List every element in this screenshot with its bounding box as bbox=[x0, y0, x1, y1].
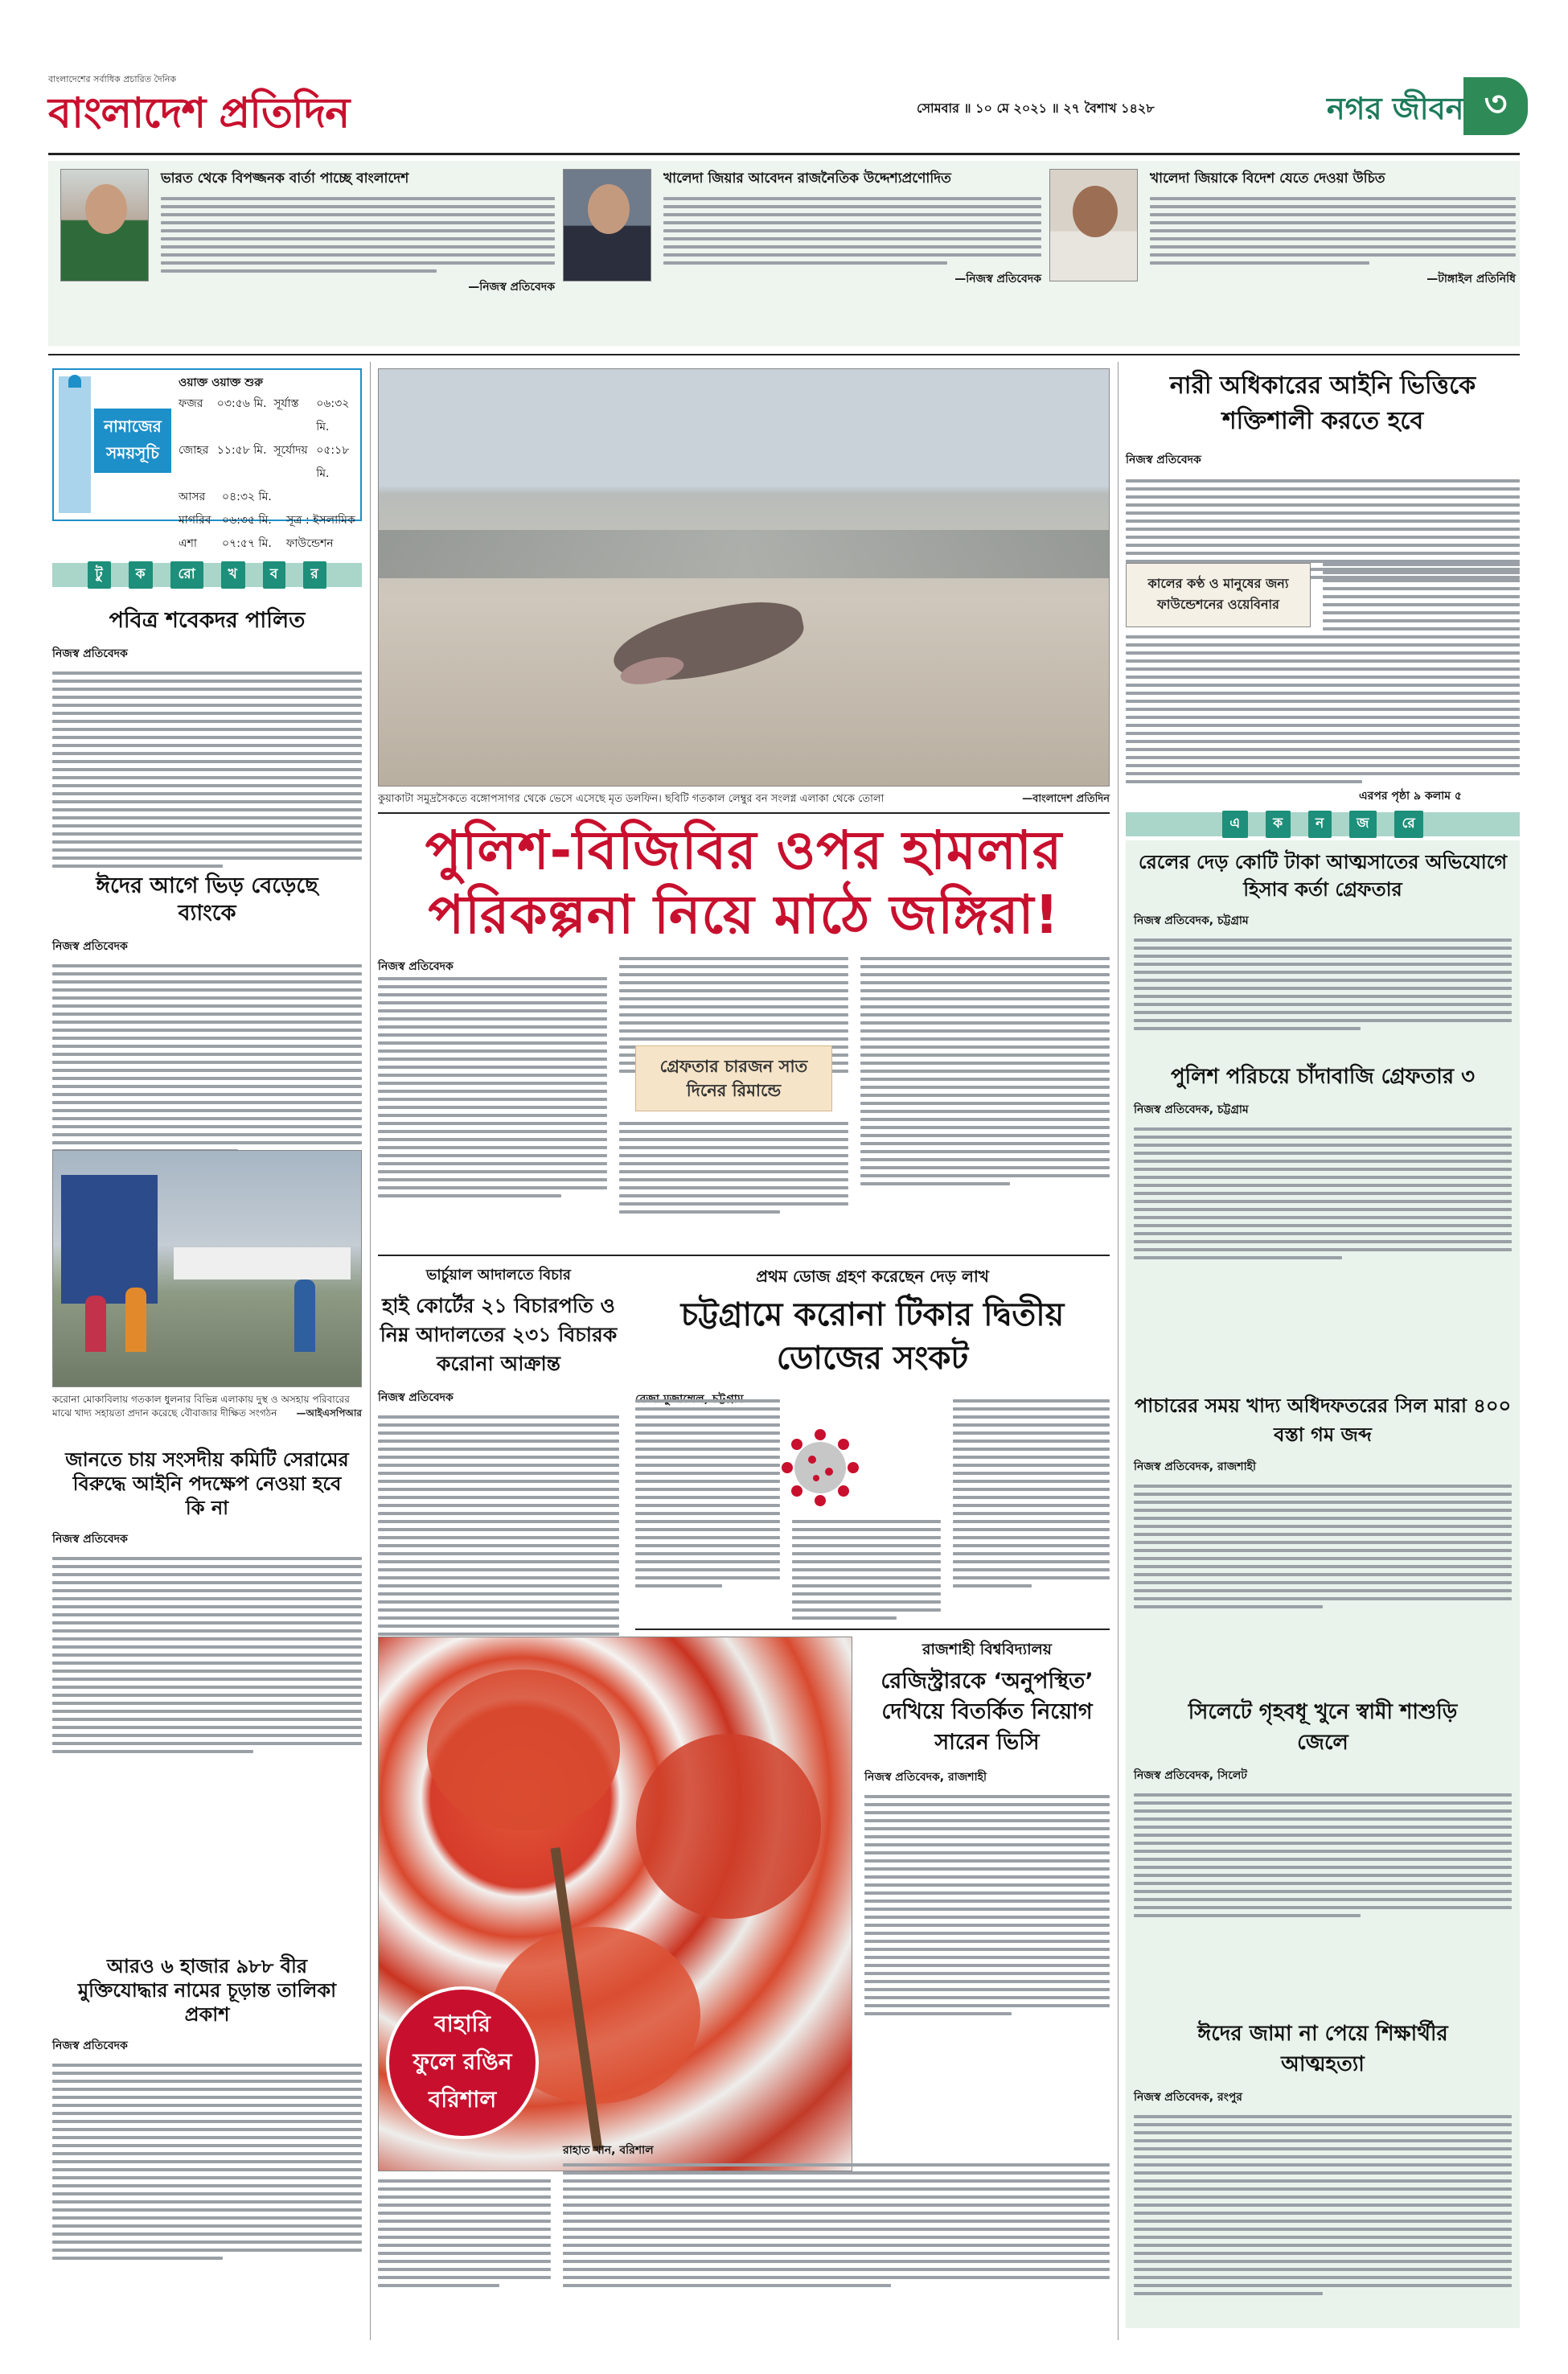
top-story-photo-2 bbox=[563, 169, 651, 281]
judges-headline: হাই কোর্টের ২১ বিচারপতি ও নিম্ন আদালতের ২৩১ বিচারক করোনা আক্রান্ত bbox=[380, 1293, 618, 1375]
lead-body-col2b bbox=[619, 1122, 848, 1214]
vaccine-kicker: প্রথম ডোজ গ্রহণ করেছেন দেড় লাখ bbox=[756, 1267, 989, 1286]
prayer-times-box bbox=[52, 368, 362, 550]
relief-distribution-photo bbox=[52, 1150, 362, 1387]
brief-2-byline: নিজস্ব প্রতিবেদক bbox=[52, 939, 128, 953]
tukro-khobor-strip: টু ক রো খ ব র bbox=[52, 563, 362, 587]
prayer-title-line1: নামাজের bbox=[104, 417, 162, 436]
top-story-1-byline: —নিজস্ব প্রতিবেদক bbox=[468, 281, 555, 294]
lead-pullquote-text: গ্রেফতার চারজন সাত দিনের রিমান্ডে bbox=[659, 1057, 808, 1100]
left-column-divider bbox=[370, 362, 371, 2340]
ekonojore-item-1-byline: নিজস্ব প্রতিবেদক, চট্টগ্রাম bbox=[1134, 914, 1249, 927]
masthead bbox=[48, 32, 1520, 153]
dolphin-photo-credit: —বাংলাদেশ প্রতিদিন bbox=[1022, 793, 1110, 805]
ekonojore-item-3 bbox=[1134, 1391, 1512, 1608]
brief-3-headline: জানতে চায় সংসদীয় কমিটি সেরামের বিরুদ্ধে আইনি পদক্ষেপ নেওয়া হবে কি না bbox=[65, 1448, 349, 1519]
lead-byline: নিজস্ব প্রতিবেদক bbox=[378, 960, 454, 973]
top-story-photo-1 bbox=[60, 169, 149, 281]
ekonojore-item-3-byline: নিজস্ব প্রতিবেদক, রাজশাহী bbox=[1134, 1460, 1256, 1473]
right-column-divider bbox=[1118, 362, 1119, 2340]
section-name: নগর জীবন bbox=[1327, 91, 1464, 126]
brief-3-byline: নিজস্ব প্রতিবেদক bbox=[52, 1533, 128, 1546]
prayer-title bbox=[94, 409, 171, 473]
top-story-2-byline: —নিজস্ব প্রতিবেদক bbox=[954, 273, 1041, 286]
vaccine-body-col2 bbox=[792, 1399, 941, 1620]
vaccine-bottom-rule bbox=[635, 1629, 1110, 1630]
dolphin-photo bbox=[378, 368, 1110, 787]
ekonojore-item-2-byline: নিজস্ব প্রতিবেদক, চট্টগ্রাম bbox=[1134, 1103, 1249, 1116]
brief-4-headline: আরও ৬ হাজার ৯৮৮ বীর মুক্তিযোদ্ধার নামের চূড়ান্ত তালিকা প্রকাশ bbox=[77, 1955, 337, 2026]
ekonojore-item-4-headline: সিলেটে গৃহবধূ খুনে স্বামী শাশুড়ি জেলে bbox=[1188, 1700, 1458, 1755]
brief-2 bbox=[52, 873, 362, 1152]
top-stories-rule bbox=[48, 354, 1520, 355]
brief-2-headline: ঈদের আগে ভিড় বেড়েছে ব্যাংকে bbox=[96, 873, 318, 926]
ekonojore-item-4 bbox=[1134, 1697, 1512, 1917]
lead-headline: পুলিশ-বিজিবির ওপর হামলার পরিকল্পনা নিয়ে মাঠে জঙ্গিরা! bbox=[425, 819, 1063, 946]
vaccine-body-col3 bbox=[953, 1399, 1110, 1587]
relief-photo-caption: করোনা মোকাবিলায় গতকাল ধুলনার বিভিন্ন এলাকায় দুস্থ ও অসহায় পরিবারের মাঝে খাদ্য সহায়তা প্রদান করেছে বৌবাজার দীক্ষিত সংগঠন —আইএসপিআর bbox=[52, 1394, 362, 1419]
ekonojore-item-5 bbox=[1134, 2019, 1512, 2295]
prayer-row: আসর ০৪:৩২ মি. bbox=[179, 491, 272, 503]
brief-1 bbox=[52, 607, 362, 868]
relief-photo-credit: —আইএসপিআর bbox=[296, 1407, 362, 1419]
flower-body bbox=[563, 2163, 1110, 2287]
rajshahi-kicker: রাজশাহী বিশ্ববিদ্যালয় bbox=[922, 1641, 1052, 1658]
page-number-badge bbox=[1463, 77, 1528, 135]
top-story-2 bbox=[663, 170, 1041, 289]
vaccine-headline: চট্টগ্রামে করোনা টিকার দ্বিতীয় ডোজের সংকট bbox=[680, 1296, 1065, 1377]
women-body-bottom bbox=[1126, 635, 1520, 783]
flower-badge-line3: বরিশাল bbox=[428, 2085, 497, 2113]
women-rights-story bbox=[1126, 368, 1520, 579]
prayer-row: ফজর ০৩:৫৬ মি. সূর্যাস্ত ০৬:৩২ মি. bbox=[179, 397, 350, 433]
rajshahi-byline: নিজস্ব প্রতিবেদক, রাজশাহী bbox=[864, 1770, 987, 1784]
rajshahi-headline: রেজিস্ট্রারকে ‘অনুপস্থিত’ দেখিয়ে বিতর্কিত নিয়োগ সারেন ভিসি bbox=[880, 1668, 1094, 1755]
vaccine-story bbox=[635, 1267, 1110, 1409]
ekonojore-item-2 bbox=[1134, 1062, 1512, 1259]
top-story-2-headline: খালেদা জিয়ার আবেদন রাজনৈতিক উদ্দেশ্যপ্রণোদিত bbox=[663, 170, 951, 187]
webinar-label: কালের কণ্ঠ ও মানুষের জন্য ফাউন্ডেশনের ওয়েবিনার bbox=[1147, 576, 1289, 612]
flower-body-left bbox=[378, 2179, 551, 2287]
ekonojore-item-5-byline: নিজস্ব প্রতিবেদক, রংপুর bbox=[1134, 2091, 1242, 2104]
prayer-row: জোহর ১১:৫৮ মি. সূর্যোদয় ০৫:১৮ মি. bbox=[179, 444, 350, 480]
rajshahi-story bbox=[864, 1641, 1110, 2015]
lead-pullquote bbox=[635, 1045, 832, 1111]
lead-body-col3 bbox=[860, 957, 1110, 1185]
top-story-3 bbox=[1150, 170, 1516, 289]
prayer-table bbox=[179, 392, 359, 556]
judges-byline: নিজস্ব প্রতিবেদক bbox=[378, 1390, 454, 1404]
newspaper-logo: বাংলাদেশ প্রতিদিন bbox=[48, 88, 350, 138]
flower-badge-line1: বাহারি bbox=[434, 2010, 491, 2037]
lead-body-col1 bbox=[378, 977, 607, 1197]
women-headline: নারী অধিকারের আইনি ভিত্তিকে শক্তিশালী করতে হবে bbox=[1169, 372, 1476, 435]
judges-story bbox=[378, 1267, 619, 1652]
brief-4-byline: নিজস্ব প্রতিবেদক bbox=[52, 2039, 128, 2052]
top-story-1 bbox=[161, 170, 555, 297]
top-story-3-byline: —টাঙ্গাইল প্রতিনিধি bbox=[1426, 273, 1516, 286]
dolphin-photo-caption: কুয়াকাটা সমুদ্রসৈকতে বঙ্গোপসাগর থেকে ভেসে এসেছে মৃত ডলফিন। ছবিটি গতকাল লেম্বুর বন সংলগ্ন এলাকা থেকে তোলা —বাংলাদেশ প্রতিদিন bbox=[378, 791, 1110, 808]
webinar-logo-box bbox=[1126, 563, 1311, 627]
flower-byline: রাহাত খান, বরিশাল bbox=[563, 2144, 654, 2157]
flower-badge-line2: ফুলে রঙিন bbox=[413, 2047, 512, 2075]
women-continued: এরপর পৃষ্ঠা ৯ কলাম ৫ bbox=[1359, 790, 1462, 803]
masthead-tagline: বাংলাদেশের সর্বাধিক প্রচারিত দৈনিক bbox=[48, 74, 177, 84]
women-byline: নিজস্ব প্রতিবেদক bbox=[1126, 454, 1201, 466]
page-number: ৩ bbox=[1484, 83, 1508, 125]
brief-4 bbox=[52, 1954, 362, 2260]
top-story-3-headline: খালেদা জিয়াকে বিদেশ যেতে দেওয়া উচিত bbox=[1150, 170, 1385, 187]
lead-top-rule bbox=[378, 812, 1110, 814]
ekonojore-item-3-headline: পাচারের সময় খাদ্য অধিদফতরের সিল মারা ৪০০ বস্তা গম জব্দ bbox=[1134, 1394, 1512, 1446]
flower-badge bbox=[386, 1986, 539, 2139]
ekonojore-item-1-headline: রেলের দেড় কোটি টাকা আত্মসাতের অভিযোগে হিসাব কর্তা গ্রেফতার bbox=[1138, 851, 1508, 901]
brief-3 bbox=[52, 1448, 362, 1753]
top-story-photo-3 bbox=[1049, 169, 1138, 281]
prayer-row: মাগরিব ০৬:৩৫ মি. সূত্র : ইসলামিক bbox=[179, 514, 355, 527]
prayer-row: এশা ০৭:৫৭ মি. ফাউন্ডেশন bbox=[179, 537, 334, 550]
ekonojore-item-4-byline: নিজস্ব প্রতিবেদক, সিলেট bbox=[1134, 1769, 1247, 1782]
ekonojore-item-5-headline: ঈদের জামা না পেয়ে শিক্ষার্থীর আত্মহত্যা bbox=[1197, 2022, 1448, 2076]
edition-date: সোমবার ॥ ১০ মে ২০২১ ॥ ২৭ বৈশাখ ১৪২৮ bbox=[917, 101, 1155, 116]
top-story-1-headline: ভারত থেকে বিপজ্জনক বার্তা পাচ্ছে বাংলাদেশ bbox=[161, 170, 409, 187]
prayer-title-line2: সময়সূচি bbox=[106, 443, 159, 462]
ekonojore-strip: এ ক ন জ রে bbox=[1126, 812, 1520, 836]
masthead-rule bbox=[48, 153, 1520, 155]
prayer-header: ওয়াক্ত ওয়াক্ত শুরু bbox=[179, 376, 263, 389]
mosque-icon bbox=[59, 376, 91, 513]
vaccine-body-col1 bbox=[635, 1399, 780, 1587]
brief-1-headline: পবিত্র শবেকদর পালিত bbox=[109, 608, 306, 633]
ekonojore-item-2-headline: পুলিশ পরিচয়ে চাঁদাবাজি গ্রেফতার ৩ bbox=[1171, 1065, 1475, 1089]
women-body-side bbox=[1323, 563, 1520, 647]
brief-1-byline: নিজস্ব প্রতিবেদক bbox=[52, 647, 128, 660]
ekonojore-item-1 bbox=[1134, 848, 1512, 1030]
lead-bottom-rule bbox=[378, 1255, 1110, 1256]
judges-kicker: ভার্চুয়াল আদালতে বিচার bbox=[426, 1267, 571, 1284]
